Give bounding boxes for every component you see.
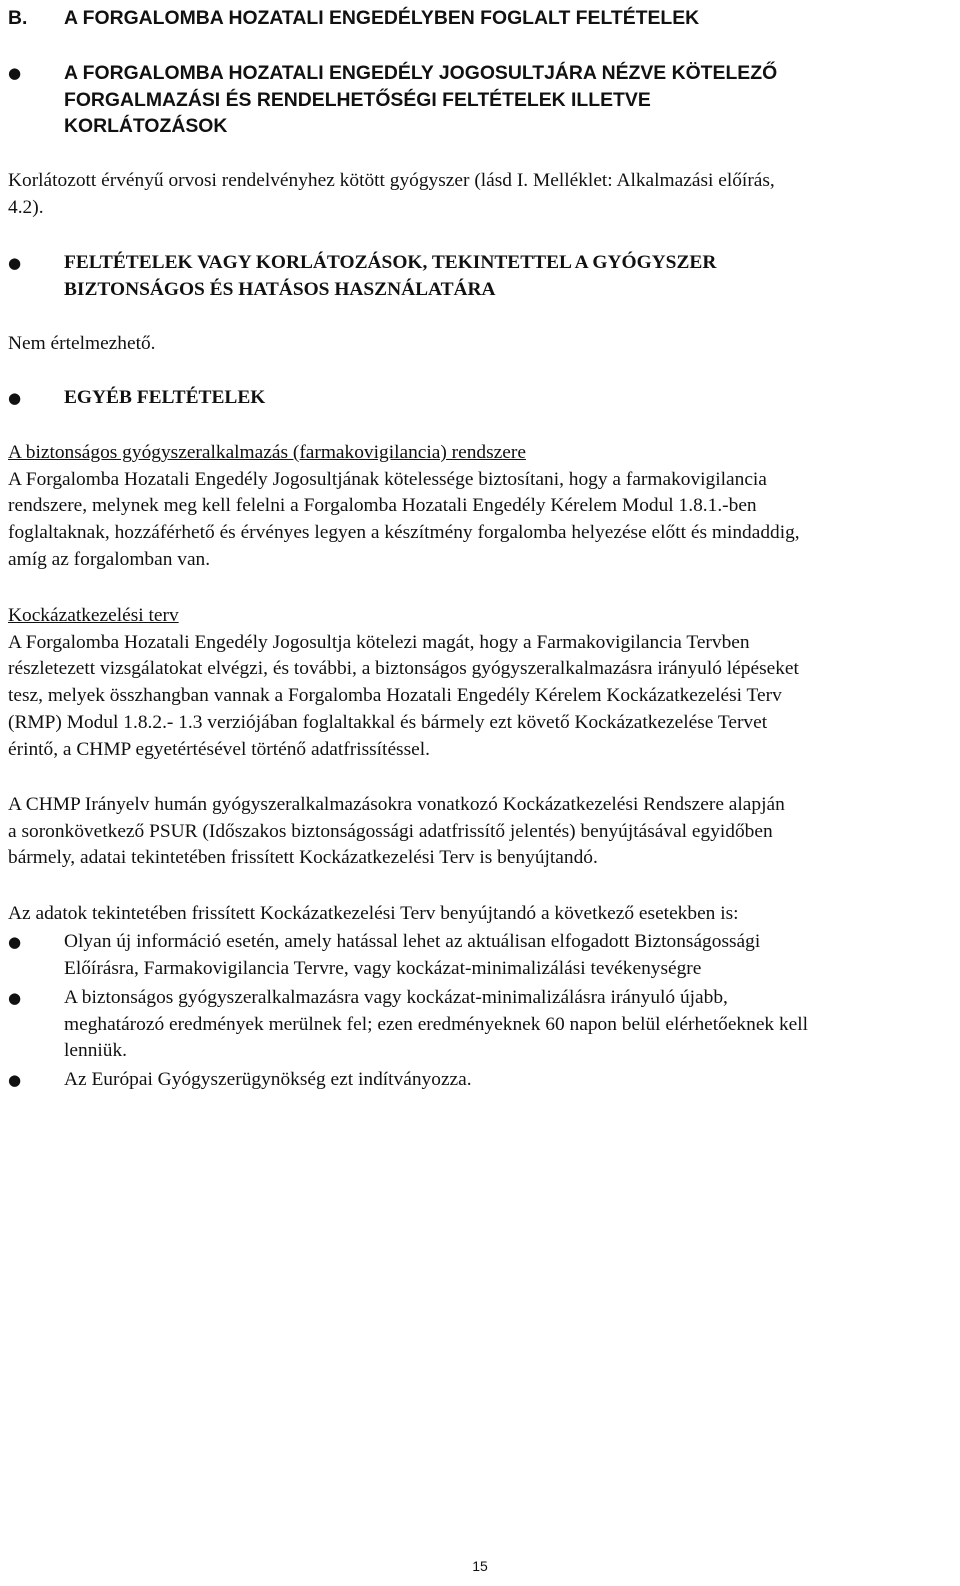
- text-line: érintő, a CHMP egyetértésével történő adatfrissítéssel.: [8, 738, 430, 760]
- bullet-icon: ●: [8, 254, 22, 272]
- text-line: bármely, adatai tekintetében frissített Kockázatkezelési Terv is benyújtandó.: [8, 847, 598, 869]
- bullet-icon: ●: [8, 1071, 22, 1089]
- conditions-heading: [8, 60, 952, 140]
- text-line: amíg az forgalomban van.: [8, 548, 211, 570]
- list-item: [8, 985, 952, 1065]
- text-line: Az Európai Gyógyszerügynökség ezt indítványozza.: [64, 1069, 472, 1090]
- text-line: rendszere, melynek meg kell felelni a Forgalomba Hozatali Engedély Kérelem Modul 1.8.1.-ben: [8, 495, 757, 517]
- pv-section: [8, 440, 952, 574]
- conditions-text: [8, 168, 952, 221]
- pv-title: A biztonságos gyógyszeralkalmazás (farmakovigilancia) rendszere: [8, 442, 526, 463]
- text-line: Olyan új információ esetén, amely hatással lehet az aktuálisan elfogadott Biztonságossági: [64, 931, 761, 952]
- text-line: meghatározó eredmények merülnek fel; ezen eredményeknek 60 napon belül elérhetőeknek kell: [64, 1013, 809, 1035]
- section-letter: B.: [8, 7, 28, 29]
- safe-use-text: Nem értelmezhető.: [8, 333, 156, 354]
- text-line: A CHMP Irányelv humán gyógyszeralkalmazásokra vonatkozó Kockázatkezelési Rendszere alapján: [8, 794, 785, 815]
- text-line: A biztonságos gyógyszeralkalmazásra vagy kockázat-minimalizálásra irányuló újabb,: [64, 987, 728, 1008]
- other-conditions-heading: [8, 385, 952, 412]
- section-heading: [8, 5, 952, 32]
- safe-use-heading: [8, 250, 952, 303]
- list-item: [8, 1067, 952, 1094]
- rmp-section: [8, 603, 952, 763]
- page-number: 15: [472, 1558, 488, 1574]
- conditions-heading-line: A FORGALOMBA HOZATALI ENGEDÉLY JOGOSULTJÁRA NÉZVE KÖTELEZŐ: [64, 62, 778, 84]
- text-line: tesz, melyek összhangban vannak a Forgalomba Hozatali Engedély Kérelem Kockázatkezelési Terv: [8, 685, 782, 707]
- bullet-icon: ●: [8, 389, 22, 407]
- text-line: (RMP) Modul 1.8.2.- 1.3 verziójában foglaltakkal és bármely ezt követő Kockázatkezelése Tervet: [8, 711, 768, 733]
- section-title: A FORGALOMBA HOZATALI ENGEDÉLYBEN FOGLALT FELTÉTELEK: [64, 7, 700, 29]
- chmp-paragraph: [8, 792, 952, 872]
- bullet-icon: ●: [8, 64, 22, 82]
- conditions-heading-line: KORLÁTOZÁSOK: [64, 115, 228, 138]
- text-line: a soronkövetkező PSUR (Időszakos biztonságossági adatfrissítő jelentés) benyújtásával egyidőben: [8, 820, 773, 842]
- text-line: Előírásra, Farmakovigilancia Tervre, vagy kockázat-minimalizálási tevékenységre: [64, 957, 702, 979]
- safe-use-heading-line: BIZTONSÁGOS ÉS HATÁSOS HASZNÁLATÁRA: [64, 278, 496, 300]
- text-line: 4.2).: [8, 196, 44, 218]
- text-line: A Forgalomba Hozatali Engedély Jogosultja kötelezi magát, hogy a Farmakovigilancia Tervben: [8, 631, 750, 653]
- update-intro: Az adatok tekintetében frissített Kockázatkezelési Terv benyújtandó a következő esetekben is:: [8, 903, 739, 924]
- conditions-heading-line: FORGALMAZÁSI ÉS RENDELHETŐSÉGI FELTÉTELEK ILLETVE: [64, 88, 651, 111]
- text-line: lenniük.: [64, 1040, 128, 1062]
- other-heading-text: EGYÉB FELTÉTELEK: [64, 387, 266, 408]
- text-line: A Forgalomba Hozatali Engedély Jogosultjának kötelessége biztosítani, hogy a farmakovigilancia: [8, 468, 767, 490]
- bullet-icon: ●: [8, 989, 22, 1007]
- rmp-title: Kockázatkezelési terv: [8, 605, 179, 626]
- bullet-icon: ●: [8, 933, 22, 951]
- safe-use-heading-line: FELTÉTELEK VAGY KORLÁTOZÁSOK, TEKINTETTEL A GYÓGYSZER: [64, 252, 717, 273]
- text-line: Korlátozott érvényű orvosi rendelvényhez kötött gyógyszer (lásd I. Melléklet: Alkalmazási előírás,: [8, 170, 775, 191]
- text-line: részletezett vizsgálatokat elvégzi, és további, a biztonságos gyógyszeralkalmazásra irányuló lépéseket: [8, 658, 799, 680]
- list-item: [8, 929, 952, 982]
- text-line: foglaltaknak, hozzáférhető és érvényes legyen a készítmény forgalomba helyezése előtt és mindaddig,: [8, 522, 800, 544]
